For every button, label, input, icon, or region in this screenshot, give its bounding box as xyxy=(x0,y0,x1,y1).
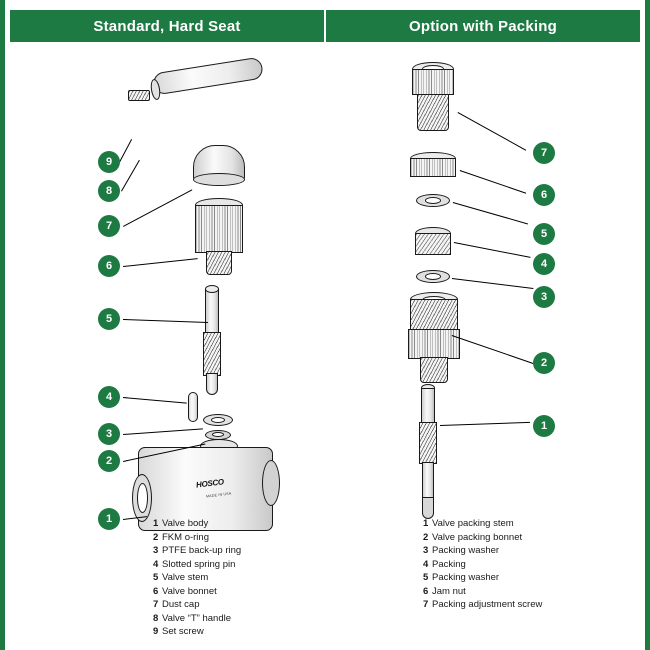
legend-item-label: Packing washer xyxy=(432,545,500,556)
leader-line-p4 xyxy=(454,242,531,258)
header-title-right: Option with Packing xyxy=(409,17,557,35)
part-valve-stem-tip xyxy=(206,373,218,395)
legend-item xyxy=(423,558,542,572)
leader-line-6 xyxy=(123,258,198,267)
legend-item-number: 4 xyxy=(153,558,159,570)
leader-line-p1 xyxy=(440,422,530,426)
legend-item-label: Valve “T” handle xyxy=(162,612,231,624)
part-jam-nut xyxy=(410,158,456,177)
legend-item xyxy=(153,558,241,572)
header-title-left: Standard, Hard Seat xyxy=(93,17,241,35)
leader-line-4 xyxy=(123,397,187,404)
legend-item-label: Packing adjustment screw xyxy=(432,599,543,610)
leader-line-8 xyxy=(121,160,140,192)
leader-line-p5 xyxy=(453,202,528,224)
leader-line-3 xyxy=(123,428,203,435)
header-bar xyxy=(10,10,640,42)
part-packing-bonnet-hex xyxy=(408,329,460,359)
callout-7[interactable]: 7 xyxy=(98,215,120,237)
legend-item-number: 5 xyxy=(153,572,159,583)
leader-line-5 xyxy=(123,319,208,323)
legend-item-number: 1 xyxy=(153,518,159,529)
legend-item xyxy=(153,531,241,545)
legend-item-number: 9 xyxy=(153,626,159,637)
legend-item-number: 4 xyxy=(423,558,429,570)
legend-item xyxy=(153,517,241,531)
part-packing-washer-lower-hole xyxy=(425,273,441,280)
legend-item xyxy=(423,544,542,558)
callout-p6[interactable]: 6 xyxy=(533,184,555,206)
legend-column-packing xyxy=(423,517,542,612)
legend-item-label: PTFE back-up ring xyxy=(162,545,242,556)
part-adjust-screw-thread xyxy=(417,94,449,131)
leader-line-9 xyxy=(119,139,132,162)
part-valve-stem-threads xyxy=(203,332,221,376)
legend-item-label: Dust cap xyxy=(162,599,200,610)
part-backup-ring-hole xyxy=(211,417,225,423)
callout-p2[interactable]: 2 xyxy=(533,352,555,374)
legend-item xyxy=(153,585,241,599)
callout-6[interactable]: 6 xyxy=(98,255,120,277)
part-dust-cap-base xyxy=(193,173,245,186)
diagram-area xyxy=(10,42,640,650)
part-bonnet-thread xyxy=(206,251,232,275)
legend-item xyxy=(153,625,241,639)
legend-item xyxy=(423,585,542,599)
callout-8[interactable]: 8 xyxy=(98,180,120,202)
leader-line-p2 xyxy=(452,335,534,364)
legend-column-standard xyxy=(153,517,241,639)
legend-item-label: Valve stem xyxy=(162,572,209,583)
legend-item-number: 3 xyxy=(153,545,159,556)
callout-4[interactable]: 4 xyxy=(98,386,120,408)
part-packing-stem-tip xyxy=(422,497,434,519)
leader-line-p6 xyxy=(460,170,527,194)
part-packing-stem-threads xyxy=(419,422,437,464)
legend-item-number: 7 xyxy=(423,599,429,610)
callout-9[interactable]: 9 xyxy=(98,151,120,173)
legend-item-label: Valve packing stem xyxy=(432,518,514,529)
leader-line-p7 xyxy=(458,112,527,151)
part-adjust-screw-head xyxy=(412,69,454,95)
legend-item-number: 6 xyxy=(423,585,429,597)
legend-item xyxy=(153,571,241,585)
legend-item-number: 2 xyxy=(153,531,159,543)
legend-item xyxy=(423,598,542,612)
part-o-ring-hole xyxy=(212,432,224,437)
legend-item-label: Slotted spring pin xyxy=(162,558,236,570)
part-packing-bonnet-lower-thread xyxy=(420,357,448,383)
legend-item xyxy=(153,612,241,626)
part-bonnet-hex xyxy=(195,205,243,253)
legend-item-number: 3 xyxy=(423,545,429,556)
legend-item-number: 8 xyxy=(153,612,159,624)
part-spring-pin xyxy=(188,392,198,422)
leader-line-7 xyxy=(123,189,192,227)
callout-p7[interactable]: 7 xyxy=(533,142,555,164)
callout-p4[interactable]: 4 xyxy=(533,253,555,275)
legend-item-number: 6 xyxy=(153,585,159,597)
legend-item-label: Jam nut xyxy=(432,585,466,597)
callout-1[interactable]: 1 xyxy=(98,508,120,530)
part-packing-washer-upper-hole xyxy=(425,197,441,204)
legend xyxy=(15,517,635,642)
legend-item xyxy=(423,571,542,585)
valve-body-logo: HOSCO xyxy=(195,477,225,490)
legend-item-label: Packing washer xyxy=(432,572,500,583)
legend-item-label: Packing xyxy=(432,558,466,570)
legend-item-label: Set screw xyxy=(162,626,204,637)
callout-5[interactable]: 5 xyxy=(98,308,120,330)
part-packing xyxy=(415,233,451,255)
part-valve-stem-top xyxy=(205,285,219,293)
legend-item-label: Valve body xyxy=(162,518,209,529)
valve-body-made-in-label: MADE IN USA xyxy=(205,491,232,499)
legend-item xyxy=(153,544,241,558)
part-set-screw xyxy=(128,90,150,101)
part-packing-bonnet-upper-thread xyxy=(410,299,458,331)
callout-2[interactable]: 2 xyxy=(98,450,120,472)
legend-item xyxy=(153,598,241,612)
legend-item-label: Valve bonnet xyxy=(162,585,217,597)
legend-item-number: 1 xyxy=(423,518,429,529)
legend-item xyxy=(423,531,542,545)
legend-item-number: 7 xyxy=(153,599,159,610)
callout-3[interactable]: 3 xyxy=(98,423,120,445)
legend-item-number: 5 xyxy=(423,572,429,583)
part-t-handle xyxy=(152,57,264,96)
callout-p5[interactable]: 5 xyxy=(533,223,555,245)
legend-item-number: 2 xyxy=(423,531,429,543)
callout-p3[interactable]: 3 xyxy=(533,286,555,308)
legend-item-label: FKM o-ring xyxy=(162,531,209,543)
part-valve-body-left-bore xyxy=(137,483,148,513)
part-valve-body-right-port xyxy=(262,460,280,506)
legend-item xyxy=(423,517,542,531)
legend-item-label: Valve packing bonnet xyxy=(432,531,523,543)
callout-p1[interactable]: 1 xyxy=(533,415,555,437)
leader-line-p3 xyxy=(452,278,534,289)
